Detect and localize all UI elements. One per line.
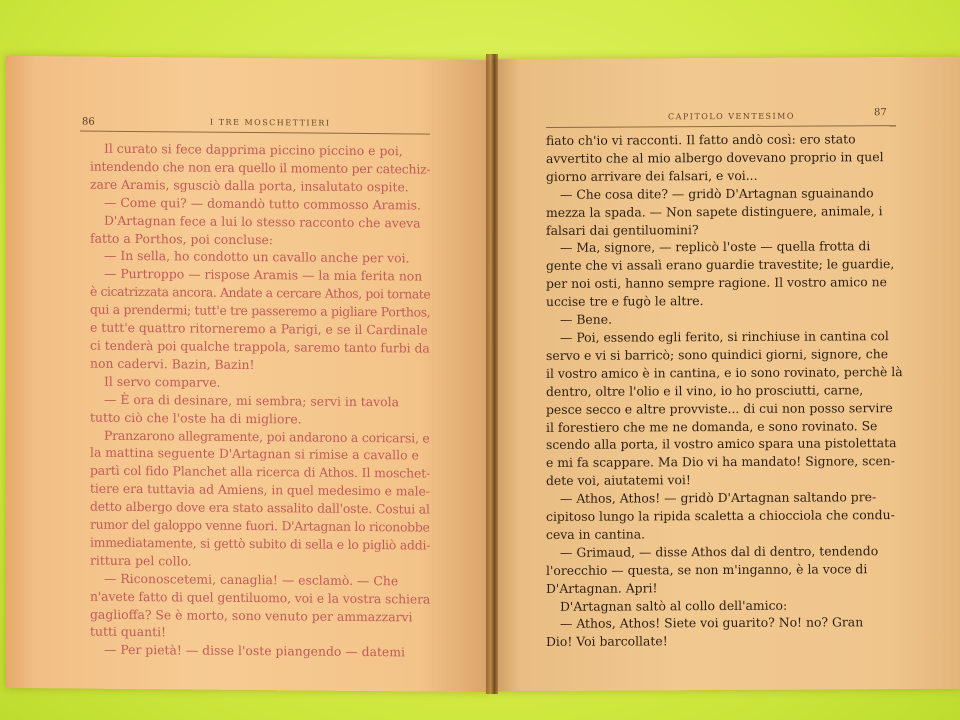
text-line: dentro, oltre l'olio e il vino, io ho prosciutti, carne, bbox=[546, 381, 864, 399]
text-line: falsari dai gentiluomini? bbox=[546, 221, 699, 238]
text-line: n'avete fatto di quel gentiluomo, voi e la vostra schiera bbox=[90, 588, 430, 607]
text-line: — Che cosa dite? — gridò D'Artagnan sguainando bbox=[560, 184, 874, 202]
text-line: servo e vi si barricò; sono quindici giorni, signore, che bbox=[546, 346, 889, 363]
text-line: ceva in cantina. bbox=[546, 526, 646, 542]
text-line: zare Aramis, sgusciò dalla porta, insalutato ospite. bbox=[90, 176, 409, 195]
header-rule bbox=[80, 131, 430, 135]
text-line: la mattina seguente D'Artagnan si rimise a cavallo e bbox=[90, 445, 419, 463]
text-line: D'Artagnan saltò al collo dell'amico: bbox=[560, 597, 788, 614]
right-page bbox=[492, 57, 960, 691]
open-book bbox=[6, 58, 960, 690]
text-line: e mi fa scappare. Ma Dio vi ha mandato! Signore, scen- bbox=[546, 453, 895, 471]
text-line: — È ora di desinare, mi sembra; servi in tavola bbox=[104, 391, 399, 410]
running-head: CAPITOLO VENTESIMO bbox=[668, 111, 795, 122]
text-line: Dio! Voi barcollate! bbox=[546, 633, 668, 650]
text-line: — Grimaud, — disse Athos dal di dentro, tendendo bbox=[560, 543, 879, 560]
text-line: gaglioffa? Se è morto, sono venuto per ammazzarvi bbox=[90, 606, 413, 624]
text-line: — Per pietà! — disse l'oste piangendo — datemi bbox=[104, 642, 405, 660]
page-number: 87 bbox=[874, 107, 887, 119]
text-line: — Purtroppo — rispose Aramis — la mia ferita non bbox=[104, 266, 423, 284]
text-line: il forestiero che me ne domanda, e sono rovinato. Se bbox=[546, 417, 878, 435]
page-number: 86 bbox=[82, 116, 95, 128]
text-line: — Athos, Athos! — gridò D'Artagnan saltando pre- bbox=[560, 489, 877, 506]
text-line: cipitoso lungo la ripida scaletta a chiocciola che condu- bbox=[546, 507, 895, 524]
running-head: I TRE MOSCHETTIERI bbox=[210, 117, 331, 128]
text-line: fatto a Porthos, poi concluse: bbox=[90, 230, 273, 247]
text-line: il vostro amico è in cantina, e io sono rovinato, perchè là bbox=[546, 363, 903, 381]
text-line: ci tenderà poi qualche trappola, saremo tanto furbi da bbox=[90, 337, 430, 356]
text-line: dete voi, aiutatemi voi! bbox=[546, 472, 691, 489]
text-line: uccise tre e fugò le altre. bbox=[546, 293, 704, 310]
book-gutter bbox=[486, 54, 498, 694]
text-line: immediatamente, si gettò subito di sella e lo pigliò addi- bbox=[90, 534, 430, 553]
text-line: rittura pel collo. bbox=[90, 552, 192, 569]
left-page bbox=[6, 56, 490, 692]
text-line: tiere era tuttavia ad Amiens, in quel medesimo e male- bbox=[90, 480, 430, 499]
text-line: qui a prendermi; tutt'e tre passeremo a pigliare Porthos, bbox=[90, 301, 430, 320]
text-line: pesce secco e altre provviste... di cui non posso servire bbox=[546, 399, 893, 417]
text-line: e tutt'e quattro ritorneremo a Parigi, e se il Cardinale bbox=[90, 319, 428, 338]
text-line: — Come qui? — domandò tutto commosso Aramis. bbox=[104, 194, 421, 213]
text-line: tutto ciò che l'oste ha di migliore. bbox=[90, 409, 302, 427]
text-line: è cicatrizzata ancora. Andate a cercare Athos, poi tornate bbox=[90, 283, 430, 302]
text-line: tutti quanti! bbox=[90, 624, 167, 640]
text-line: giorno arrivare dei falsari, e voi... bbox=[546, 167, 758, 184]
header-rule bbox=[546, 125, 896, 128]
text-line: Il curato si fece dapprima piccino piccino e poi, bbox=[104, 140, 403, 159]
text-line: — Poi, essendo egli ferito, si rinchiuse in cantina col bbox=[560, 328, 889, 345]
text-line: intendendo che non era quello il momento per catechiz- bbox=[90, 158, 430, 177]
text-line: — Bene. bbox=[560, 311, 613, 327]
text-line: mezza la spada. — Non sapete distinguere, animale, i bbox=[546, 202, 883, 220]
text-line: partì col fido Planchet alla ricerca di Athos. Il moschet- bbox=[90, 462, 430, 481]
text-line: per noi osti, hanno sempre ragione. Il vostro amico ne bbox=[546, 274, 887, 292]
text-line: — Ma, signore, — replicò l'oste — quella frotta di bbox=[560, 238, 871, 256]
text-line: rumor del galoppo venne fuori. D'Artagnan lo riconobbe bbox=[90, 516, 430, 535]
text-line: non cadervi. Bazin, Bazin! bbox=[90, 355, 255, 372]
text-line: D'Artagnan. Apri! bbox=[546, 580, 658, 596]
text-line: Pranzarono allegramente, poi andarono a coricarsi, e bbox=[104, 427, 430, 446]
text-line: avvertito che al mio albergo dovevano proprio in quel bbox=[546, 149, 884, 166]
text-line: l'orecchio — questa, se non m'inganno, è la voce di bbox=[546, 561, 868, 578]
text-line: — Riconoscetemi, canaglia! — esclamò. — Che bbox=[104, 570, 399, 589]
text-line: Il servo comparve. bbox=[104, 373, 221, 390]
right-text-block bbox=[546, 130, 906, 651]
text-line: scendo alla porta, il vostro amico spara una pistolettata bbox=[546, 435, 897, 453]
text-line: gente che vi assalì erano guardie travestite; le guardie, bbox=[546, 256, 895, 274]
text-line: D'Artagnan fece a lui lo stesso racconto che aveva bbox=[104, 212, 421, 231]
text-line: — Athos, Athos! Siete voi guarito? No! no? Gran bbox=[560, 614, 864, 632]
left-text-block bbox=[90, 140, 430, 662]
text-line: detto albergo dove era stato assalito dall'oste. Costui al bbox=[90, 498, 430, 517]
text-line: — In sella, ho condotto un cavallo anche per voi. bbox=[104, 248, 410, 266]
text-line: fiato ch'io vi racconti. Il fatto andò così: ero stato bbox=[546, 131, 856, 148]
